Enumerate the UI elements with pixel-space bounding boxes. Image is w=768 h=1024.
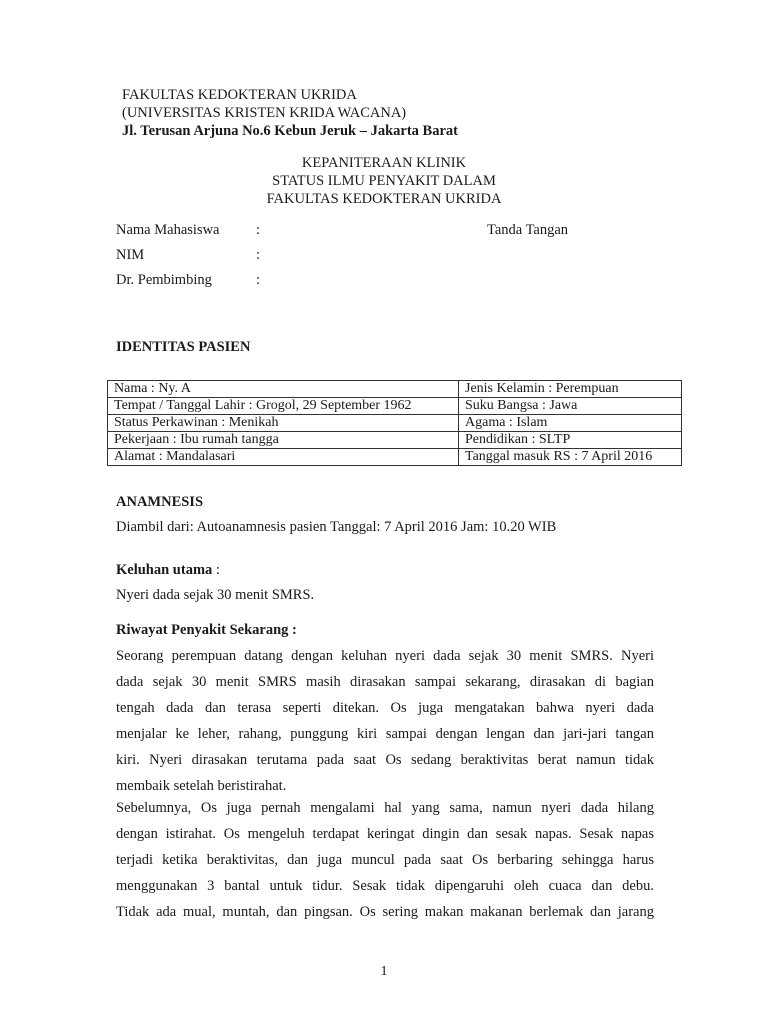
signature-label: Tanda Tangan xyxy=(487,222,569,238)
field-colon: : xyxy=(256,272,261,288)
table-cell: Agama : Islam xyxy=(459,415,682,432)
rps-title: Riwayat Penyakit Sekarang : xyxy=(116,622,297,638)
keluhan-text: Nyeri dada sejak 30 menit SMRS. xyxy=(116,587,315,603)
table-row xyxy=(108,449,682,466)
paragraph-line: Tidak ada mual, muntah, dan pingsan. Os sering makan makanan berlemak dan jarang xyxy=(116,904,654,920)
keluhan-colon: : xyxy=(212,562,220,578)
paragraph-line: Seorang perempuan datang dengan keluhan nyeri dada sejak 30 menit SMRS. Nyeri xyxy=(116,648,654,664)
field-colon: : xyxy=(256,222,261,238)
field-label: NIM xyxy=(116,247,145,263)
document-title xyxy=(0,154,768,208)
table-row xyxy=(108,432,682,449)
paragraph-line: kiri. Nyeri dirasakan terutama pada saat Os sedang beraktivitas berat namun tidak xyxy=(116,752,654,768)
table-cell: Suku Bangsa : Jawa xyxy=(459,398,682,415)
patient-identity-table xyxy=(107,380,682,466)
rps-paragraph-2 xyxy=(116,795,654,925)
paragraph-line: membaik setelah beristirahat. xyxy=(116,778,287,794)
page-number: 1 xyxy=(380,964,388,979)
keluhan-heading xyxy=(116,562,220,579)
table-cell: Tempat / Tanggal Lahir : Grogol, 29 September 1962 xyxy=(108,398,459,415)
table-row xyxy=(108,381,682,398)
field-label: Nama Mahasiswa xyxy=(116,222,220,238)
institution-address: Jl. Terusan Arjuna No.6 Kebun Jeruk – Jakarta Barat xyxy=(122,123,458,139)
table-cell: Status Perkawinan : Menikah xyxy=(108,415,459,432)
table-cell: Jenis Kelamin : Perempuan xyxy=(459,381,682,398)
title-line-3: FAKULTAS KEDOKTERAN UKRIDA xyxy=(266,191,502,207)
anamnesis-title: ANAMNESIS xyxy=(116,494,204,510)
paragraph-line: menggunakan 3 bantal untuk tidur. Sesak tidak dipengaruhi oleh cuaca dan debu. xyxy=(116,878,654,894)
paragraph-line: dada sejak 30 menit SMRS masih dirasakan sampai sekarang, dirasakan di bagian xyxy=(116,674,654,690)
institution-header xyxy=(122,86,458,140)
faculty-name: FAKULTAS KEDOKTERAN UKRIDA xyxy=(122,87,357,103)
table-cell: Pendidikan : SLTP xyxy=(459,432,682,449)
rps-paragraph-1 xyxy=(116,643,654,799)
paragraph-line: terjadi ketika beraktivitas, dan juga muncul pada saat Os berbaring sehingga harus xyxy=(116,852,654,868)
paragraph-line: tengah dada dan terasa seperti ditekan. Os juga mengatakan bahwa nyeri dada xyxy=(116,700,654,716)
title-line-1: KEPANITERAAN KLINIK xyxy=(301,155,467,171)
table-row xyxy=(108,415,682,432)
field-label: Dr. Pembimbing xyxy=(116,272,212,288)
field-colon: : xyxy=(256,247,261,263)
identitas-title: IDENTITAS PASIEN xyxy=(116,339,251,355)
paragraph-line: Sebelumnya, Os juga pernah mengalami hal yang sama, namun nyeri dada hilang xyxy=(116,800,654,816)
table-cell: Pekerjaan : Ibu rumah tangga xyxy=(108,432,459,449)
anamnesis-source: Diambil dari: Autoanamnesis pasien Tanggal: 7 April 2016 Jam: 10.20 WIB xyxy=(116,519,557,535)
keluhan-label: Keluhan utama xyxy=(116,562,213,578)
table-row xyxy=(108,398,682,415)
table-cell: Nama : Ny. A xyxy=(108,381,459,398)
table-cell: Tanggal masuk RS : 7 April 2016 xyxy=(459,449,682,466)
title-line-2: STATUS ILMU PENYAKIT DALAM xyxy=(272,173,496,189)
paragraph-line: menjalar ke leher, rahang, punggung kiri sampai dengan lengan dan jari-jari tangan xyxy=(116,726,654,742)
university-name: (UNIVERSITAS KRISTEN KRIDA WACANA) xyxy=(122,105,407,121)
paragraph-line: dengan istirahat. Os mengeluh terdapat keringat dingin dan sesak napas. Sesak napas xyxy=(116,826,654,842)
table-cell: Alamat : Mandalasari xyxy=(108,449,459,466)
